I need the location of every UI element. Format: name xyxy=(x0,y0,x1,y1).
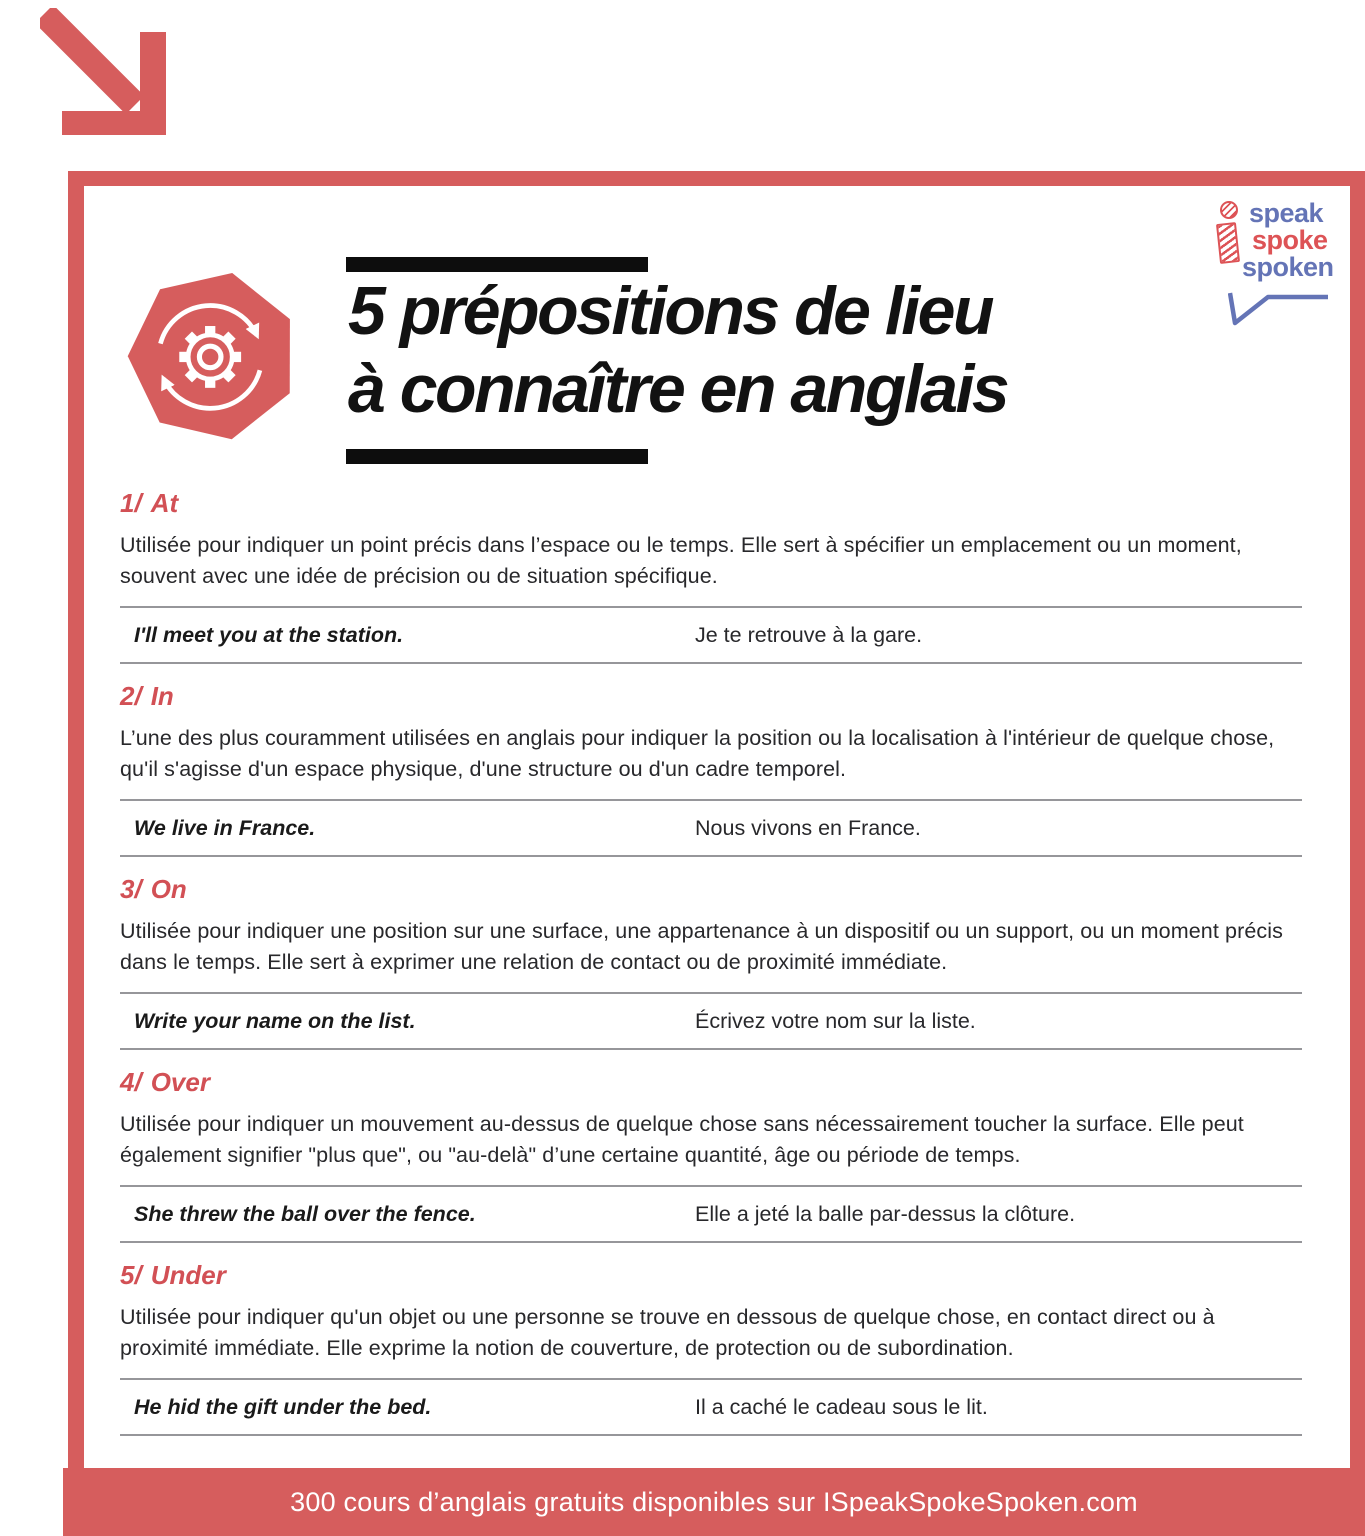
logo-word-speak: speak xyxy=(1249,198,1324,228)
page-title xyxy=(348,272,1108,428)
logo xyxy=(1205,198,1345,338)
example-english: He hid the gift under the bed. xyxy=(134,1395,432,1419)
section-over xyxy=(120,1069,1302,1243)
example-row xyxy=(120,799,1302,857)
frame-border-left xyxy=(68,171,84,1468)
down-right-arrow-icon xyxy=(40,8,166,135)
section-name: Over xyxy=(150,1067,210,1097)
section-name: In xyxy=(150,681,174,711)
section-heading xyxy=(120,683,1302,710)
section-heading xyxy=(120,1069,1302,1096)
section-name: At xyxy=(150,488,179,518)
section-heading xyxy=(120,876,1302,903)
example-french: Écrivez votre nom sur la liste. xyxy=(695,1009,976,1033)
section-description: Utilisée pour indiquer une position sur une surface, une appartenance à un dispositif ou un support, ou un moment précis dans le temps. Elle sert à exprimer une relation de contact ou de proximité immédiate. xyxy=(120,919,1283,974)
frame-border-top xyxy=(68,171,1365,186)
section-in xyxy=(120,683,1302,857)
section-at xyxy=(120,490,1302,664)
section-number: 5/ xyxy=(120,1260,142,1290)
example-french: Je te retrouve à la gare. xyxy=(695,623,923,647)
example-french: Elle a jeté la balle par-dessus la clôture. xyxy=(695,1202,1076,1226)
example-english: She threw the ball over the fence. xyxy=(134,1202,476,1226)
footer-text: 300 cours d’anglais gratuits disponibles sur ISpeakSpokeSpoken.com xyxy=(290,1486,1138,1517)
section-name: Under xyxy=(150,1260,226,1290)
section-description: Utilisée pour indiquer un mouvement au-dessus de quelque chose sans nécessairement toucher la surface. Elle peut également signifier "plus que", ou "au-delà" d’une certaine quantité, âge ou période de temps. xyxy=(120,1112,1244,1167)
section-number: 4/ xyxy=(120,1067,142,1097)
section-number: 2/ xyxy=(120,681,142,711)
check-line-icon xyxy=(1228,291,1330,327)
example-english: We live in France. xyxy=(134,816,316,840)
example-french: Nous vivons en France. xyxy=(695,816,921,840)
example-english: Write your name on the list. xyxy=(134,1009,416,1033)
sections-container xyxy=(120,481,1302,1436)
section-heading xyxy=(120,1262,1302,1289)
section-number: 1/ xyxy=(120,488,142,518)
title-bar-top xyxy=(346,257,648,272)
logo-word-spoke: spoke xyxy=(1252,225,1328,255)
logo-i-body-icon xyxy=(1216,222,1240,264)
logo-word-spoken: spoken xyxy=(1242,252,1334,282)
page-title-line2: à connaître en anglais xyxy=(348,351,1008,427)
logo-i-dot-icon xyxy=(1220,201,1238,219)
example-english: I'll meet you at the station. xyxy=(134,623,404,647)
frame-border-right xyxy=(1350,171,1365,1468)
example-row xyxy=(120,606,1302,664)
title-bar-bottom xyxy=(346,449,648,464)
example-french: Il a caché le cadeau sous le lit. xyxy=(695,1395,988,1419)
section-description: Utilisée pour indiquer un point précis dans l’espace ou le temps. Elle sert à spécifier un emplacement ou un moment, souvent avec une idée de précision ou de situation spécifique. xyxy=(120,533,1242,588)
section-number: 3/ xyxy=(120,874,142,904)
example-row xyxy=(120,992,1302,1050)
footer-bar xyxy=(63,1468,1365,1536)
section-heading xyxy=(120,490,1302,517)
section-under xyxy=(120,1262,1302,1436)
example-row xyxy=(120,1378,1302,1436)
section-description: Utilisée pour indiquer qu'un objet ou une personne se trouve en dessous de quelque chose, en contact direct ou à proximité immédiate. Elle exprime la notion de couverture, de protection ou de subordination. xyxy=(120,1305,1215,1360)
example-row xyxy=(120,1185,1302,1243)
section-description: L’une des plus couramment utilisées en anglais pour indiquer la position ou la localisation à l'intérieur de quelque chose, qu'il s'agisse d'un espace physique, d'une structure ou d'un cadre temporel. xyxy=(120,726,1275,781)
section-on xyxy=(120,876,1302,1050)
section-name: On xyxy=(150,874,187,904)
page-title-line1: 5 prépositions de lieu xyxy=(348,273,993,349)
process-gear-icon xyxy=(124,264,302,448)
